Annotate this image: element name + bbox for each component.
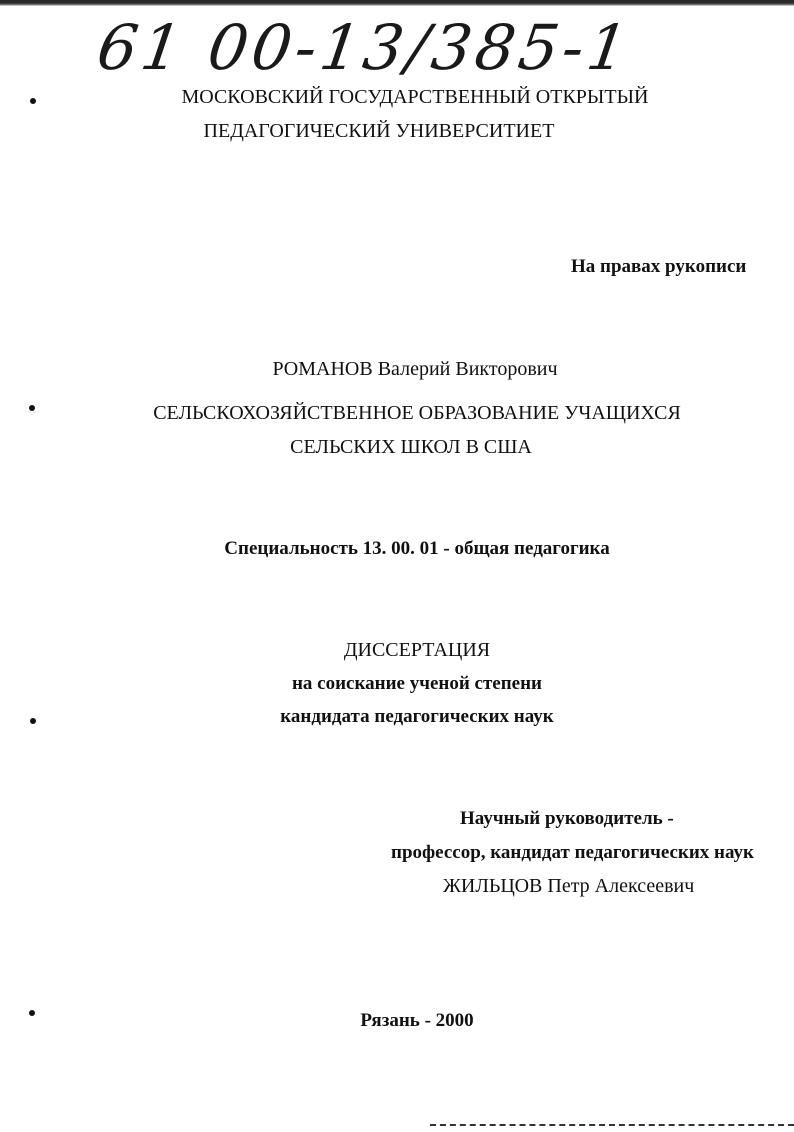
scan-top-edge bbox=[0, 0, 794, 6]
dissertation-heading: ДИССЕРТАЦИЯ bbox=[343, 639, 491, 661]
university-name-line2: ПЕДАГОГИЧЕСКИЙ УНИВЕРСИТИЕТ bbox=[203, 120, 555, 142]
supervisor-label: Научный руководитель - bbox=[460, 808, 674, 829]
rights-note: На правах рукописи bbox=[571, 256, 747, 277]
scan-bottom-edge bbox=[430, 1124, 794, 1130]
dissertation-title-line2: СЕЛЬСКИХ ШКОЛ В США bbox=[290, 436, 532, 458]
specialty: Специальность 13. 00. 01 - общая педагогика bbox=[224, 538, 610, 559]
university-name-line1: МОСКОВСКИЙ ГОСУДАРСТВЕННЫЙ ОТКРЫТЫЙ bbox=[181, 86, 649, 108]
degree-line2: кандидата педагогических наук bbox=[280, 706, 554, 727]
place-and-year: Рязань - 2000 bbox=[360, 1010, 474, 1031]
handwritten-catalog-number: 61 00-13/385-1 bbox=[92, 11, 637, 84]
author-name: РОМАНОВ Валерий Викторович bbox=[272, 358, 558, 380]
supervisor-name: ЖИЛЬЦОВ Петр Алексеевич bbox=[443, 875, 695, 897]
dissertation-title-line1: СЕЛЬСКОХОЗЯЙСТВЕННОЕ ОБРАЗОВАНИЕ УЧАЩИХСЯ bbox=[153, 402, 681, 424]
degree-line1: на соискание ученой степени bbox=[291, 673, 542, 694]
supervisor-degree: профессор, кандидат педагогических наук bbox=[391, 842, 754, 863]
